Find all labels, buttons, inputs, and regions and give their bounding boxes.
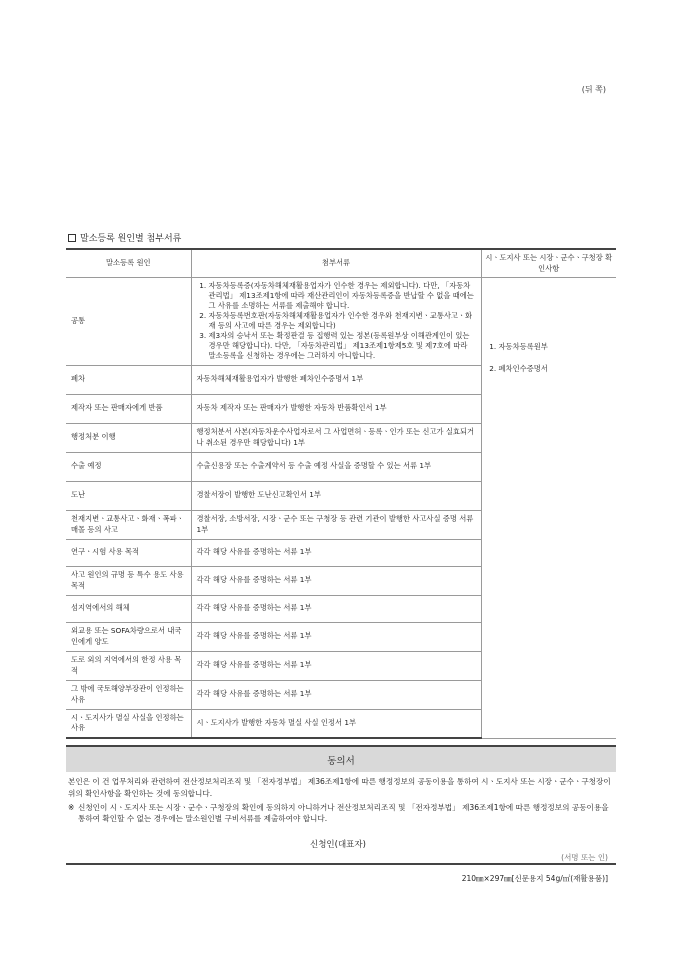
table-header-row	[66, 249, 616, 278]
section-title-text: 말소등록 원인별 첨부서류	[80, 234, 182, 244]
cause-cell: 연구ㆍ시험 사용 목적	[66, 539, 191, 566]
attachments-table	[66, 248, 616, 739]
documents-cell: 행정처분서 사본(자동차운수사업자로서 그 사업면허ㆍ등록ㆍ인가 또는 신고가 실효되거나 취소된 경우만 해당합니다) 1부	[191, 423, 481, 452]
header-confirm: 시ㆍ도지사 또는 시장ㆍ군수ㆍ구청장 확인사항	[481, 249, 616, 278]
applicant-label: 신청인(대표자)	[310, 840, 366, 850]
confirm-cell	[481, 278, 616, 739]
paper-spec: 210㎜×297㎜[신문용지 54g/㎡(재활용품)]	[461, 874, 608, 883]
cause-cell: 천재지변ㆍ교통사고ㆍ화재ㆍ폭파ㆍ매몰 등의 사고	[66, 510, 191, 539]
cause-cell: 행정처분 이행	[66, 423, 191, 452]
consent-text	[68, 776, 616, 825]
documents-cell: 각각 해당 사유를 증명하는 서류 1부	[191, 595, 481, 622]
documents-cell	[191, 278, 481, 366]
documents-cell: 수출신용장 또는 수출계약서 등 수출 예정 사실을 증명할 수 있는 서류 1부	[191, 452, 481, 481]
documents-cell: 각각 해당 사유를 증명하는 서류 1부	[191, 651, 481, 680]
consent-body: 본인은 이 건 업무처리와 관련하여 전산정보처리조직 및 「전자정부법」 제36조제1항에 따른 행정정보의 공동이용을 통하여 시ㆍ도지사 또는 시장ㆍ군수ㆍ구청장이 위의 확인사항을 확인하는 것에 동의합니다.	[68, 777, 611, 798]
header-documents: 첨부서류	[191, 249, 481, 278]
section-title	[68, 231, 181, 244]
note-text: 신청인이 시ㆍ도지사 또는 시장ㆍ군수ㆍ구청장의 확인에 동의하지 아니하거나 전산정보처리조직 및 「전자정부법」 제36조제1항에 따른 행정정보의 공동이용을 통하여 확인할 수 없는 경우에는 말소원인별 구비서류를 제출하여야 합니다.	[78, 802, 609, 824]
list-item: 2. 폐차인수증명서	[499, 364, 612, 374]
signature-label: (서명 또는 인)	[561, 853, 608, 862]
documents-cell: 경찰서장이 발행한 도난신고확인서 1부	[191, 481, 481, 510]
confirm-list	[487, 342, 612, 374]
documents-cell: 경찰서장, 소방서장, 시장ㆍ군수 또는 구청장 등 관련 기관이 발행한 사고사실 증명 서류 1부	[191, 510, 481, 539]
consent-note	[68, 802, 616, 826]
cause-cell: 섬지역에서의 해체	[66, 595, 191, 622]
documents-cell: 시ㆍ도지사가 발행한 자동차 멸실 사실 인정서 1부	[191, 709, 481, 738]
list-item: 3. 제3자의 승낙서 또는 확정판결 등 집행력 있는 정본(등록원부상 이해관계인이 있는 경우만 해당합니다). 다만, 「자동차관리법」 제13조제1항제5호 및 제7호에 따라 말소등록을 신청하는 경우에는 그러하지 아니합니다.	[209, 331, 476, 361]
documents-cell: 각각 해당 사유를 증명하는 서류 1부	[191, 539, 481, 566]
documents-cell: 각각 해당 사유를 증명하는 서류 1부	[191, 622, 481, 651]
common-documents-list	[197, 281, 476, 362]
list-item: 1. 자동차등록증(자동차해체재활용업자가 인수한 경우는 제외합니다). 다만, 「자동차관리법」 제13조제1항에 따라 재산관리인이 자동차등록증을 반납할 수 없을 때에는 그 사유를 소명하는 서류를 제출해야 합니다.	[209, 281, 476, 311]
cause-cell: 폐차	[66, 365, 191, 394]
cause-cell: 공통	[66, 278, 191, 366]
divider	[66, 863, 616, 865]
cause-cell: 도로 외의 지역에서의 한정 사용 목적	[66, 651, 191, 680]
cause-cell: 도난	[66, 481, 191, 510]
table-row-common	[66, 278, 616, 366]
checkbox-square-icon	[68, 234, 76, 242]
note-mark: ※	[68, 802, 75, 812]
cause-cell: 제작자 또는 판매자에게 반품	[66, 394, 191, 423]
list-item: 1. 자동차등록원부	[499, 342, 612, 352]
cause-cell: 외교용 또는 SOFA차량으로서 내국인에게 양도	[66, 622, 191, 651]
cause-cell: 그 밖에 국토해양부장관이 인정하는 사유	[66, 680, 191, 709]
cause-cell: 사고 원인의 규명 등 특수 용도 사용 목적	[66, 566, 191, 595]
documents-cell: 각각 해당 사유를 증명하는 서류 1부	[191, 680, 481, 709]
header-cause: 말소등록 원인	[66, 249, 191, 278]
documents-cell: 각각 해당 사유를 증명하는 서류 1부	[191, 566, 481, 595]
documents-cell: 자동차해체재활용업자가 발행한 폐차인수증명서 1부	[191, 365, 481, 394]
cause-cell: 수출 예정	[66, 452, 191, 481]
consent-title: 동의서	[66, 745, 616, 772]
page-side-label: (뒤 쪽)	[581, 85, 606, 94]
cause-cell: 시ㆍ도지사가 멸실 사실을 인정하는 사유	[66, 709, 191, 738]
list-item: 2. 자동차등록번호판(자동차해체재활용업자가 인수한 경우와 천재지변ㆍ교통사고ㆍ화재 등의 사고에 따른 경우는 제외합니다)	[209, 311, 476, 331]
documents-cell: 자동차 제작자 또는 판매자가 발행한 자동차 반품확인서 1부	[191, 394, 481, 423]
